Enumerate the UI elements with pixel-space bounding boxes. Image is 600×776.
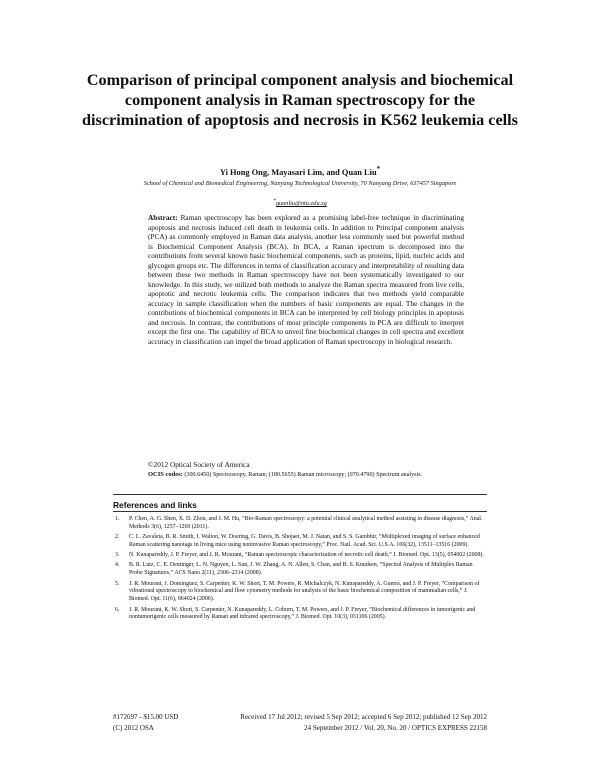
copyright-notice: ©2012 Optical Society of America [148,460,250,469]
reference-text: J. R. Mourant, K. W. Short, S. Carpenter, N. Kunapareddy, L. Coburn, T. M. Powers, and J. P. Freyer, “Biochemical differences in tumorigenic and nontumorigenic cells measured by Raman and infrared spectroscopy,” J. Biomed. Opt. 10(3), 031106 (2005). [129,606,476,621]
ocis-codes [148,471,464,480]
reference-number: 4. [115,562,120,569]
footer-dates: Received 17 Jul 2012; revised 5 Sep 2012; accepted 6 Sep 2012; published 12 Sep 2012 [240,713,487,721]
reference-text: N. Kunapareddy, J. P. Freyer, and J. R. Mourant, “Raman spectroscopic characterization of necrotic cell death,” J. Biomed. Opt. 13(5), 054002 (2008). [129,552,484,559]
abstract-label: Abstract: [148,213,178,222]
email-line [112,198,488,207]
author-mark: * [376,165,381,173]
email-mark: * [273,198,276,204]
reference-item [113,552,487,560]
abstract-text: Raman spectroscopy has been explored as a promising label-free technique in discriminating apoptosis and necrosis induced cell death in leukemia cells. In addition to Principal component analysis (PCA) as commonly employed in Raman data analysis, another less commonly used but powerful method is Biochemical Component Analysis (BCA). In BCA, a Raman spectrum is decomposed into the contributions from several known basic biochemical components, such as proteins, lipid, nucleic acids and glycogen groups etc. The differences in terms of classification accuracy and interpretability of resulting data between these two methods in Raman spectroscopy have not been systematically investigated to our knowledge. In this study, we utilized both methods to analyze the Raman spectra measured from live cells, apoptotic and necrotic leukemia cells. The comparison indicates that two methods yield comparable accuracy in sample classification when the numbers of basic components are equal. The changes in the contributions of biochemical components in BCA can be interpreted by cell biology principles in apoptosis and necrosis. In contrast, the contributions of most principle components in PCA are difficult to interpret except the first one. The capability of BCA to unveil fine biochemical changes in cell spectra and excellent accuracy in classification can impel the broad application of Raman spectroscopy in biological research. [148,213,465,346]
footer-copyright: (C) 2012 OSA [113,724,154,732]
divider-references [113,511,487,512]
reference-number: 6. [115,606,120,613]
email-link[interactable]: quanliu@ntu.edu.sg [275,200,327,208]
footer-row-1 [113,713,487,721]
footer-journal: 24 September 2012 / Vol. 20, No. 20 / OPTICS EXPRESS 22158 [304,724,487,732]
divider-top [113,494,487,495]
reference-number: 3. [115,552,120,559]
paper-title: Comparison of principal component analysis and biochemical component analysis in Raman spectroscopy for the discrimination of apoptosis and necrosis in K562 leukemia cells [82,71,518,129]
ocis-text: (300.6450) Spectroscopy, Raman; (180.5655) Raman microscopy; (070.4790) Spectrum analysis. [184,472,423,478]
authors-text: Yi Hong Ong, Mayasari Lim, and Quan Liu [219,167,377,177]
ocis-label: OCIS codes: [148,471,183,478]
author-list [80,165,520,177]
reference-text: B. R. Lutz, C. E. Dentinger, L. N. Nguyen, L. Sun, J. W. Zhang, A. N. Allen, S. Chan, and B. S. Knudsen, “Spectral Analysis of Multiplex Raman Probe Signatures,” ACS Nano 2(11), 2306–2314 (2008). [129,562,473,577]
abstract [148,213,464,346]
reference-text: J. R. Mourant, J. Dominguez, S. Carpenter, K. W. Short, T. M. Powers, R. Michalczyk, N. Kunapareddy, A. Guerra, and J. P. Freyer, “Comparison of vibrational spectroscopy to biochemical and flow cytometry methods for analysis of the basic biochemical composition of mammalian cells,” J. Biomed. Opt. 11(6), 064024 (2006). [129,580,480,603]
reference-text: P. Chen, A. G. Shen, X. D. Zhou, and J. M. Hu, “Bio-Raman spectroscopy: a potential clinical analytical method assisting in disease diagnosis,” Anal. Methods 3(6), 1257–1269 (2011). [129,516,483,530]
reference-item [113,581,487,605]
reference-text: C. L. Zavaleta, B. R. Smith, I. Walton, W. Doering, G. Davis, B. Shojaei, M. J. Natan, and S. S. Gambhir, “Multiplexed imaging of surface enhanced Raman scattering nanotags in living mice using noninvasive Raman spectroscopy,” Proc. Natl. Acad. Sci. U.S.A. 106(32), 13511–13516 (2009). [129,534,480,549]
reference-item [113,534,487,550]
reference-item [113,607,487,623]
reference-number: 5. [115,580,120,587]
reference-item [113,516,487,532]
reference-number: 1. [115,516,120,522]
reference-item [113,562,487,578]
footer-row-2 [113,724,487,732]
reference-list [113,516,487,625]
references-heading: References and links [113,500,197,510]
affiliation: School of Chemical and Biomedical Engineering, Nanyang Technological University, 70 Nanyang Drive, 637457 Singapore [143,180,457,187]
footer-doc-id: #172697 - $15.00 USD [113,713,179,721]
reference-number: 2. [115,534,120,541]
